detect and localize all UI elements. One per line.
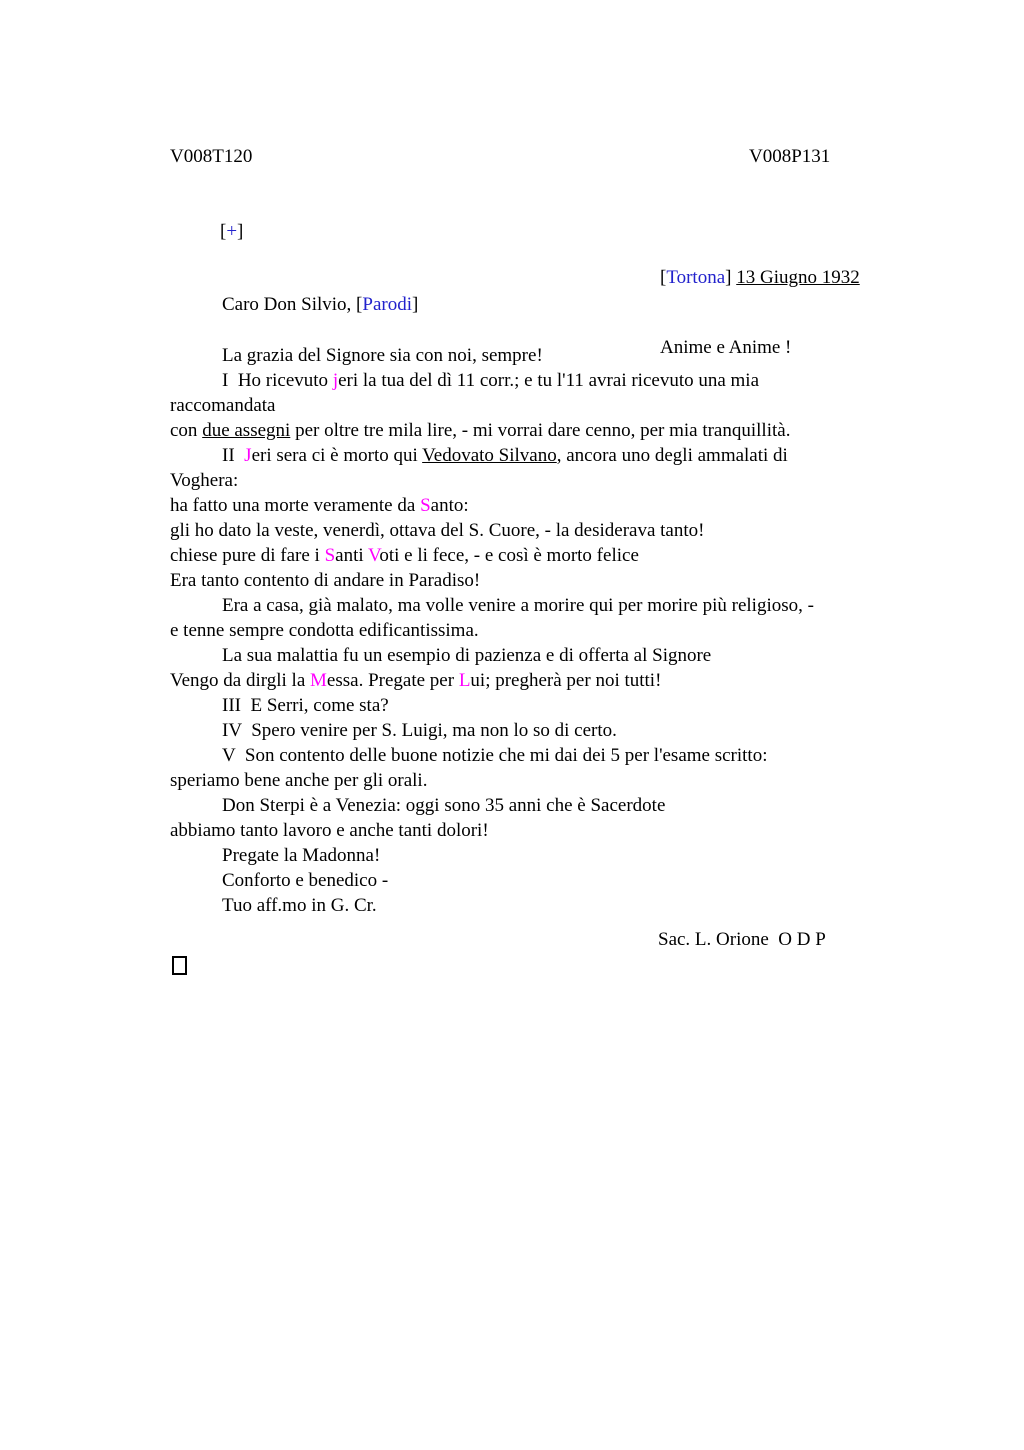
signature: [658, 929, 826, 951]
text-segment: ]: [237, 221, 244, 242]
body-line: [170, 668, 814, 693]
text-segment: III E Serri, come sta?: [222, 695, 389, 716]
body-line: [170, 618, 814, 643]
underlined-text: 13 Giugno 1932: [736, 267, 860, 288]
body-line: [170, 868, 814, 893]
text-segment: ui; pregherà per noi tutti!: [470, 670, 662, 691]
body-line: [170, 768, 814, 793]
salutation: [222, 294, 418, 316]
emphasis-magenta-letter: j: [332, 370, 339, 391]
body-line: [170, 843, 814, 868]
text-segment: eri sera ci è morto qui: [251, 445, 423, 466]
body-line: [170, 693, 814, 718]
body-line: [170, 643, 814, 668]
text-segment: I Ho ricevuto: [222, 370, 333, 391]
text-segment: Era a casa, già malato, ma volle venire a morire qui per morire più religioso, -: [222, 595, 814, 616]
text-segment: chiese pure di fare i: [170, 545, 325, 566]
text-segment: con: [170, 420, 203, 441]
text-segment: [: [220, 221, 227, 242]
body-line: [170, 368, 814, 393]
body-line: [170, 418, 814, 443]
text-segment: Anime e Anime !: [660, 337, 792, 358]
underlined-text: Vedovato Silvano: [422, 445, 557, 466]
cross-annotation: [220, 221, 243, 243]
text-segment: Conforto e benedico -: [222, 870, 389, 891]
body-line: [170, 393, 814, 418]
body-line: [170, 543, 814, 568]
text-segment: ]: [725, 267, 737, 288]
empty-box-glyph: [172, 956, 187, 975]
text-segment: e tenne sempre condotta edificantissima.: [170, 620, 479, 641]
text-segment: Voghera:: [170, 470, 239, 491]
body-line: [170, 468, 814, 493]
emphasis-magenta-letter: V: [368, 545, 380, 566]
editorial-blue-text: Parodi: [362, 294, 412, 315]
text-segment: anti: [335, 545, 369, 566]
body-line: [170, 593, 814, 618]
body-line: [170, 893, 814, 918]
text-segment: ha fatto una morte veramente da: [170, 495, 421, 516]
text-segment: La grazia del Signore sia con noi, sempre!: [222, 345, 543, 366]
body-line: [170, 568, 814, 593]
text-segment: Pregate la Madonna!: [222, 845, 381, 866]
text-segment: oti e li fece, - e così è morto felice: [379, 545, 639, 566]
body-line: [170, 743, 814, 768]
text-segment: eri la tua del dì 11 corr.; e tu l'11 avrai ricevuto una mia: [338, 370, 760, 391]
text-segment: essa. Pregate per: [326, 670, 459, 691]
emphasis-magenta-letter: S: [420, 495, 431, 516]
text-segment: La sua malattia fu un esempio di pazienza e di offerta al Signore: [222, 645, 712, 666]
letter-body: [170, 343, 814, 918]
text-segment: Sac. L. Orione O D P: [658, 929, 826, 950]
text-segment: Don Sterpi è a Venezia: oggi sono 35 anni che è Sacerdote: [222, 795, 666, 816]
text-segment: IV Spero venire per S. Luigi, ma non lo so di certo.: [222, 720, 617, 741]
emphasis-magenta-letter: S: [324, 545, 336, 566]
text-segment: V Son contento delle buone notizie che mi dai dei 5 per l'esame scritto:: [222, 745, 768, 766]
text-segment: per oltre tre mila lire, - mi vorrai dare cenno, per mia tranquillità.: [290, 420, 791, 441]
body-line: [170, 793, 814, 818]
document-code-right: V008P131: [749, 146, 831, 167]
text-segment: Caro Don Silvio, [: [222, 294, 363, 315]
editorial-blue-text: Tortona: [666, 267, 726, 288]
underlined-text: due assegni: [202, 420, 291, 441]
text-segment: Vengo da dirgli la: [170, 670, 311, 691]
body-line: [170, 518, 814, 543]
text-segment: abbiamo tanto lavoro e anche tanti dolori!: [170, 820, 489, 841]
text-segment: gli ho dato la veste, venerdì, ottava del S. Cuore, - la desiderava tanto!: [170, 520, 705, 541]
text-segment: ]: [412, 294, 419, 315]
text-segment: [: [660, 267, 667, 288]
body-line: [170, 818, 814, 843]
emphasis-magenta-letter: M: [310, 670, 327, 691]
text-segment: raccomandata: [170, 395, 276, 416]
text-segment: speriamo bene anche per gli orali.: [170, 770, 428, 791]
text-segment: II: [222, 445, 245, 466]
body-line: [170, 493, 814, 518]
body-line: [170, 443, 814, 468]
text-segment: anto:: [430, 495, 469, 516]
text-segment: , ancora uno degli ammalati di: [556, 445, 788, 466]
text-segment: Tuo aff.mo in G. Cr.: [222, 895, 377, 916]
dateline-place-date: [660, 265, 860, 291]
document-code-left: V008T120: [170, 146, 253, 167]
editorial-blue-text: +: [226, 221, 238, 242]
emphasis-magenta-letter: J: [244, 445, 252, 466]
body-line: [170, 343, 814, 368]
body-line: [170, 718, 814, 743]
emphasis-magenta-letter: L: [458, 670, 471, 691]
text-segment: Era tanto contento di andare in Paradiso!: [170, 570, 481, 591]
